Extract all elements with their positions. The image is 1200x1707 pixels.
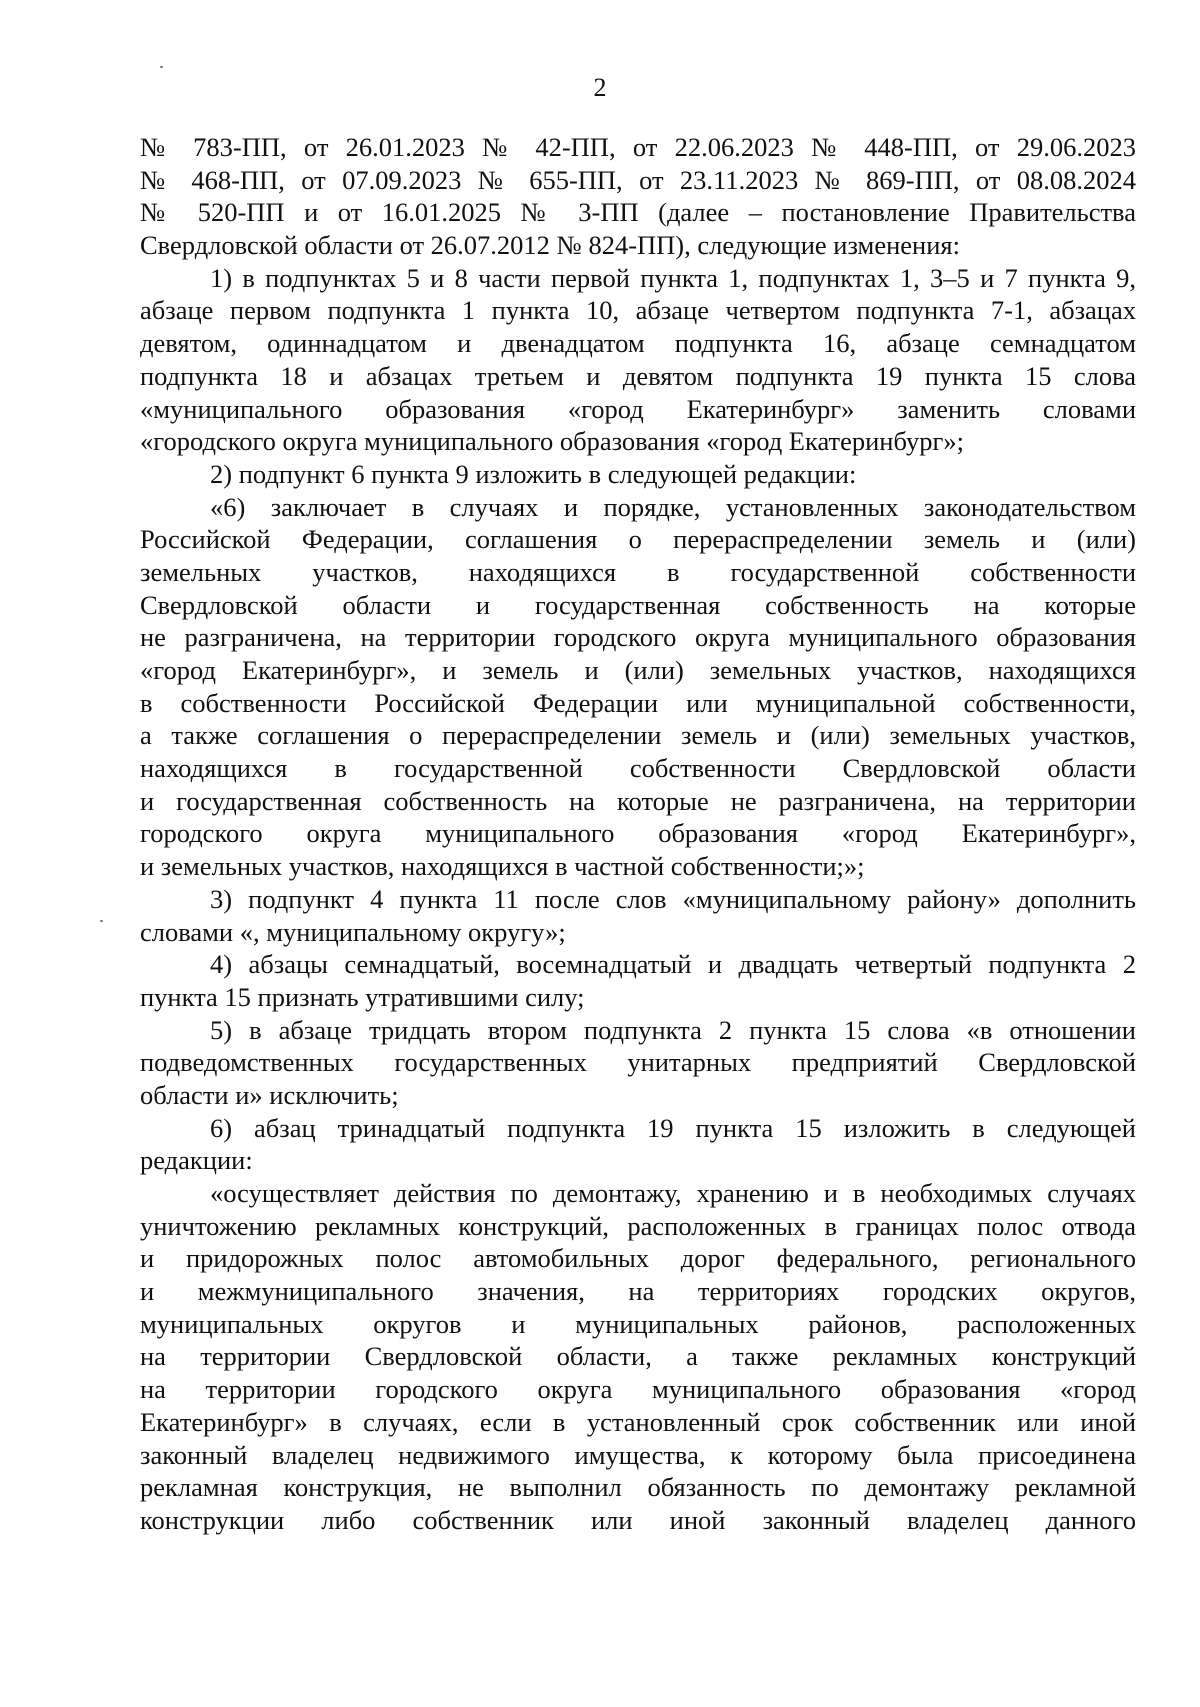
text-line: не разграничена, на территории городского округа муниципального образования xyxy=(140,622,1136,653)
text-line: муниципальных округов и муниципальных районов, расположенных xyxy=(140,1308,1136,1339)
text-line: «осуществляет действия по демонтажу, хранению и в необходимых случаях xyxy=(210,1178,1136,1208)
text-line: № 783-ПП, от 26.01.2023 № 42-ПП, от 22.06.2023 № 448-ПП, от 29.06.2023 xyxy=(140,132,1136,162)
text-line: конструкции либо собственник или иной законный владелец данного xyxy=(140,1504,1136,1535)
text-line: «6) заключает в случаях и порядке, установленных законодательством xyxy=(210,491,1136,522)
text-line: области и» исключить; xyxy=(140,1079,399,1110)
text-line: словами «, муниципальному округу»; xyxy=(140,916,566,947)
text-line: Свердловской области и государственная собственность на которые xyxy=(140,589,1136,620)
text-line: а также соглашения о перераспределении земель и (или) земельных участков, xyxy=(140,720,1136,751)
text-line: № 468-ПП, от 07.09.2023 № 655-ПП, от 23.11.2023 № 869-ПП, от 08.08.2024 xyxy=(140,164,1136,195)
text-line: законный владелец недвижимого имущества, к которому была присоединена xyxy=(140,1439,1136,1470)
page-number: 2 xyxy=(593,73,607,102)
text-line: городского округа муниципального образования «город Екатеринбург», xyxy=(140,818,1136,849)
scan-speck xyxy=(160,66,163,68)
text-line: на территории городского округа муниципального образования «город xyxy=(140,1374,1136,1405)
text-line: 3) подпункт 4 пункта 11 после слов «муниципальному району» дополнить xyxy=(210,883,1136,914)
text-line: и межмуниципального значения, на территориях городских округов, xyxy=(140,1276,1136,1307)
text-line: 5) в абзаце тридцать втором подпункта 2 пункта 15 слова «в отношении xyxy=(210,1014,1136,1045)
text-line: девятом, одиннадцатом и двенадцатом подпункта 16, абзаце семнадцатом xyxy=(140,328,1136,359)
text-line: в собственности Российской Федерации или муниципальной собственности, xyxy=(140,687,1136,718)
text-line: подпункта 18 и абзацах третьем и девятом подпункта 19 пункта 15 слова xyxy=(140,360,1136,391)
text-line: 1) в подпунктах 5 и 8 части первой пункта 1, подпунктах 1, 3–5 и 7 пункта 9, xyxy=(210,262,1136,293)
text-line: находящихся в государственной собственности Свердловской области xyxy=(140,753,1136,784)
text-line: редакции: xyxy=(140,1145,253,1176)
text-line: Свердловской области от 26.07.2012 № 824-ПП), следующие изменения: xyxy=(140,230,960,261)
text-line: Екатеринбург» в случаях, если в установленный срок собственник или иной xyxy=(140,1406,1136,1437)
document-body xyxy=(140,131,1136,1537)
text-line: 4) абзацы семнадцатый, восемнадцатый и двадцать четвертый подпункта 2 xyxy=(210,949,1136,980)
text-line: «муниципального образования «город Екатеринбург» заменить словами xyxy=(140,393,1136,424)
text-line: «город Екатеринбург», и земель и (или) земельных участков, находящихся xyxy=(140,655,1136,685)
text-line: и земельных участков, находящихся в частной собственности;»; xyxy=(140,851,865,882)
text-line: на территории Свердловской области, а также рекламных конструкций xyxy=(140,1341,1136,1372)
text-line: пункта 15 признать утратившими силу; xyxy=(140,981,585,1012)
text-line: и придорожных полос автомобильных дорог федерального, регионального xyxy=(140,1243,1136,1274)
text-line: уничтожению рекламных конструкций, расположенных в границах полос отвода xyxy=(140,1210,1136,1241)
text-line: абзаце первом подпункта 1 пункта 10, абзаце четвертом подпункта 7-1, абзацах xyxy=(140,295,1136,326)
text-line: 2) подпункт 6 пункта 9 изложить в следующей редакции: xyxy=(210,458,857,489)
text-line: подведомственных государственных унитарных предприятий Свердловской xyxy=(140,1047,1136,1078)
text-line: земельных участков, находящихся в государственной собственности xyxy=(140,556,1136,587)
text-line: «городского округа муниципального образования «город Екатеринбург»; xyxy=(140,426,964,457)
text-line: и государственная собственность на которые не разграничена, на территории xyxy=(140,785,1136,816)
text-line: рекламная конструкция, не выполнил обязанность по демонтажу рекламной xyxy=(140,1472,1136,1503)
text-line: 6) абзац тринадцатый подпункта 19 пункта 15 изложить в следующей xyxy=(210,1112,1136,1143)
text-line: Российской Федерации, соглашения о перераспределении земель и (или) xyxy=(140,524,1136,555)
scan-speck xyxy=(100,920,103,922)
text-line: № 520-ПП и от 16.01.2025 № 3-ПП (далее – постановление Правительства xyxy=(140,197,1136,228)
